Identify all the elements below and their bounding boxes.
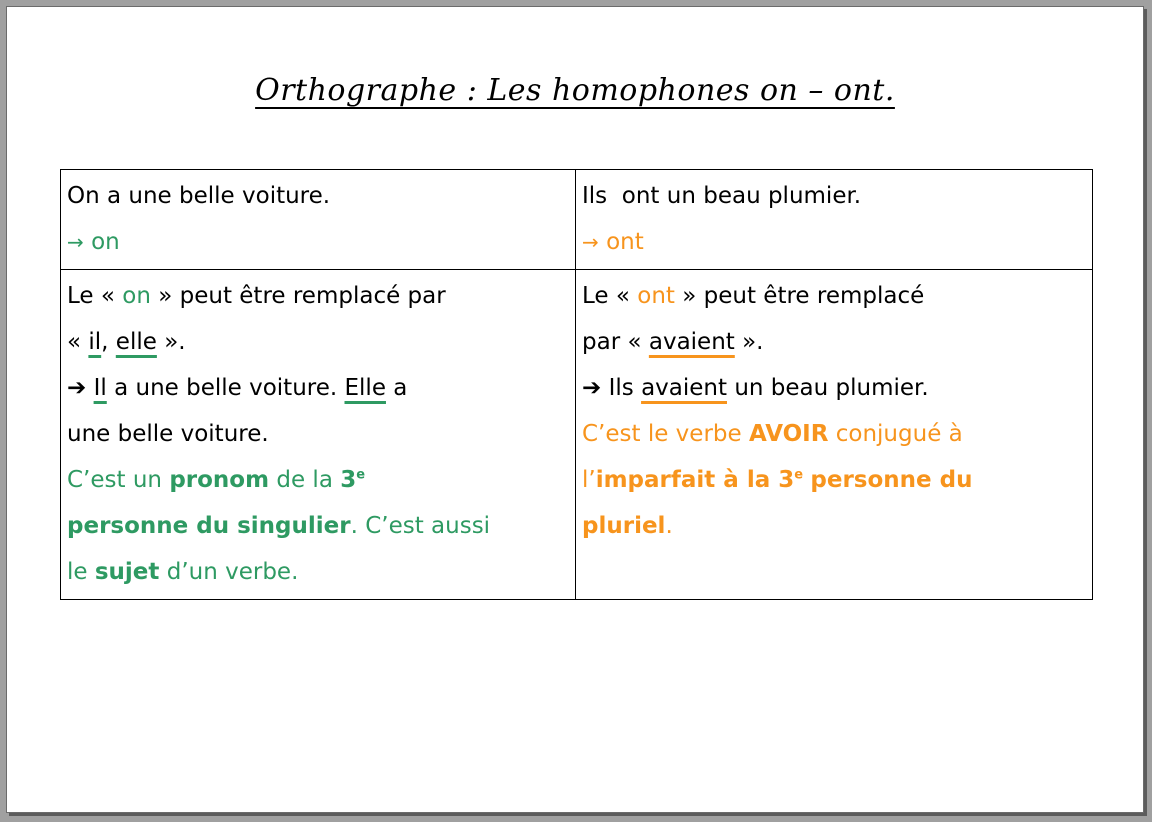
explanation-line-3: le sujet d’un verbe. bbox=[67, 559, 299, 585]
table-row bbox=[61, 270, 1093, 600]
arrow-right-icon: → bbox=[582, 230, 599, 254]
arrow-right-icon: → bbox=[67, 230, 84, 254]
explanation-line-1: C’est un pronom de la 3e bbox=[67, 467, 366, 493]
rule-line-2: par « avaient ». bbox=[582, 329, 764, 355]
page-title: Orthographe : Les homophones on – ont. bbox=[255, 73, 895, 108]
cell-on-rule bbox=[61, 270, 576, 600]
explanation-line-3: pluriel. bbox=[582, 513, 673, 539]
bold-arrow-icon: ➔ bbox=[582, 375, 602, 401]
cell-on-example bbox=[61, 170, 576, 270]
bold-arrow-icon: ➔ bbox=[67, 375, 87, 401]
example-sentence-on: On a une belle voiture. bbox=[67, 183, 331, 209]
document-page bbox=[6, 6, 1144, 813]
example-sentence-ont: Ils ont un beau plumier. bbox=[582, 183, 862, 209]
cell-ont-example bbox=[576, 170, 1093, 270]
explanation-line-2: l’imparfait à la 3e personne du bbox=[582, 467, 973, 493]
explanation-line-2: personne du singulier. C’est aussi bbox=[67, 513, 491, 539]
rule-line-1: Le « ont » peut être remplacé bbox=[582, 283, 925, 309]
example-line-2: une belle voiture. bbox=[67, 421, 269, 447]
table-row bbox=[61, 170, 1093, 270]
example-line-1: ➔ Il a une belle voiture. Elle a bbox=[67, 375, 408, 401]
answer-on: → on bbox=[67, 229, 120, 255]
rule-line-1: Le « on » peut être remplacé par bbox=[67, 283, 446, 309]
homophones-table bbox=[60, 169, 1093, 600]
rule-line-2: « il, elle ». bbox=[67, 329, 186, 355]
answer-ont: → ont bbox=[582, 229, 644, 255]
explanation-line-1: C’est le verbe AVOIR conjugué à bbox=[582, 421, 963, 447]
example-line-1: ➔ Ils avaient un beau plumier. bbox=[582, 375, 929, 401]
cell-ont-rule bbox=[576, 270, 1093, 600]
